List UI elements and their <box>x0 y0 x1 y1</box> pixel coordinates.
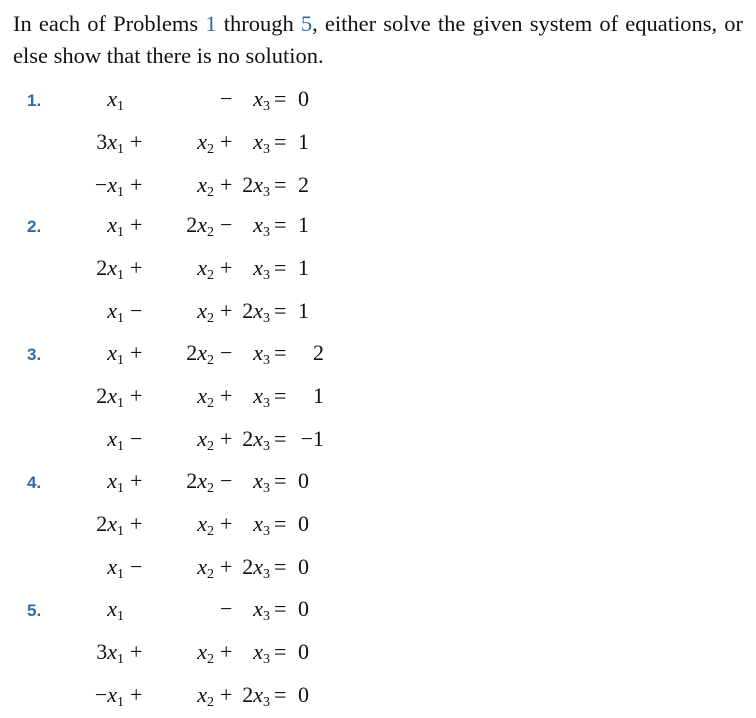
term-x3-var: x <box>253 298 263 323</box>
problem-ref-last[interactable]: 5 <box>300 11 313 36</box>
equation-row <box>0 383 756 413</box>
term-x1 <box>96 255 124 281</box>
term-x1 <box>107 340 124 366</box>
right-hand-side: 1 <box>298 129 309 154</box>
term-x3 <box>242 554 270 580</box>
equation-row <box>0 511 756 541</box>
term-x1-var: x <box>107 511 117 536</box>
equals-sign: = <box>274 86 287 111</box>
term-x3-coef: 2 <box>242 682 254 707</box>
term-x2 <box>186 340 214 366</box>
term-x1-subscript: 1 <box>117 439 124 454</box>
term-x2 <box>186 468 214 494</box>
equals-sign: = <box>274 682 287 707</box>
operator: + <box>130 129 143 154</box>
term-x1-subscript: 1 <box>117 142 124 157</box>
operator: + <box>130 682 143 707</box>
term-x1-subscript: 1 <box>117 609 124 624</box>
term-x1-subscript: 1 <box>117 567 124 582</box>
term-x3-coef: 2 <box>242 554 254 579</box>
operator: + <box>220 511 233 536</box>
term-x1-var: x <box>107 86 117 111</box>
operator: − <box>220 596 233 621</box>
term-x1-var: x <box>107 255 117 280</box>
term-x2-coef: 2 <box>186 468 198 493</box>
term-x3-var: x <box>253 129 263 154</box>
term-x2 <box>197 129 214 155</box>
equation-row <box>0 86 756 116</box>
term-x1-var: x <box>107 212 117 237</box>
term-x3-subscript: 3 <box>263 353 270 368</box>
term-x2-var: x <box>197 298 207 323</box>
term-x3 <box>253 596 270 622</box>
term-x3 <box>253 639 270 665</box>
term-x3 <box>242 172 270 198</box>
term-x3 <box>242 298 270 324</box>
term-x1-coef: 3 <box>96 639 108 664</box>
term-x1 <box>95 172 124 198</box>
term-x2-coef: 2 <box>186 340 198 365</box>
problem-number: 3. <box>27 345 42 364</box>
right-hand-side: 1 <box>313 383 324 408</box>
term-x2-subscript: 2 <box>207 142 214 157</box>
operator: − <box>220 468 233 493</box>
term-x3-var: x <box>253 340 263 365</box>
term-x2 <box>197 639 214 665</box>
operator: + <box>130 383 143 408</box>
term-x3-subscript: 3 <box>263 311 270 326</box>
operator: + <box>220 129 233 154</box>
term-x3-subscript: 3 <box>263 609 270 624</box>
equation-row <box>0 682 756 712</box>
term-x3-subscript: 3 <box>263 142 270 157</box>
term-x3-var: x <box>253 639 263 664</box>
equation-row <box>0 129 756 159</box>
term-x2 <box>197 682 214 708</box>
equation-row <box>0 172 756 202</box>
term-x2-var: x <box>197 426 207 451</box>
problem-number: 2. <box>27 217 42 236</box>
term-x3-subscript: 3 <box>263 396 270 411</box>
operator: + <box>130 340 143 365</box>
term-x2-var: x <box>197 682 207 707</box>
operator: + <box>220 255 233 280</box>
term-x1 <box>107 298 124 324</box>
term-x1 <box>107 468 124 494</box>
equals-sign: = <box>274 639 287 664</box>
term-x2-subscript: 2 <box>207 396 214 411</box>
equation-row <box>0 468 756 498</box>
operator: + <box>130 172 143 197</box>
equals-sign: = <box>274 468 287 493</box>
term-x2 <box>197 426 214 452</box>
term-x1-coef: − <box>94 172 108 197</box>
term-x1 <box>96 383 124 409</box>
term-x2-var: x <box>197 340 207 365</box>
term-x3-var: x <box>253 511 263 536</box>
term-x3 <box>253 511 270 537</box>
equals-sign: = <box>274 212 287 237</box>
operator: + <box>220 383 233 408</box>
term-x2 <box>197 511 214 537</box>
term-x3-coef: 2 <box>242 172 254 197</box>
equation-row <box>0 340 756 370</box>
operator: − <box>220 212 233 237</box>
term-x1-subscript: 1 <box>117 268 124 283</box>
right-hand-side: 1 <box>298 298 309 323</box>
term-x2-var: x <box>197 639 207 664</box>
term-x1-var: x <box>107 596 117 621</box>
term-x1-subscript: 1 <box>117 396 124 411</box>
term-x3-subscript: 3 <box>263 225 270 240</box>
operator: − <box>220 340 233 365</box>
equals-sign: = <box>274 255 287 280</box>
term-x1-coef: 2 <box>96 255 108 280</box>
term-x2-subscript: 2 <box>207 353 214 368</box>
term-x3-subscript: 3 <box>263 524 270 539</box>
equals-sign: = <box>274 129 287 154</box>
term-x3 <box>253 468 270 494</box>
term-x1-coef: − <box>94 682 108 707</box>
term-x3-var: x <box>253 554 263 579</box>
term-x3-var: x <box>253 596 263 621</box>
intro-text-start: In each of Problems <box>13 11 206 36</box>
term-x3-subscript: 3 <box>263 268 270 283</box>
problem-number: 5. <box>27 601 42 620</box>
term-x3 <box>253 340 270 366</box>
term-x1-coef: 3 <box>96 129 108 154</box>
problem-instructions <box>13 8 743 72</box>
right-hand-side: 0 <box>298 86 309 111</box>
intro-text-end: , either solve the given system of equations, or else show that there is no solution. <box>13 11 744 68</box>
term-x3-subscript: 3 <box>263 99 270 114</box>
equals-sign: = <box>274 511 287 536</box>
term-x1 <box>107 212 124 238</box>
equation-row <box>0 212 756 242</box>
term-x3-subscript: 3 <box>263 695 270 710</box>
term-x1-var: x <box>107 340 117 365</box>
term-x3 <box>253 212 270 238</box>
operator: + <box>220 554 233 579</box>
term-x3-coef: 2 <box>242 426 254 451</box>
term-x2 <box>197 298 214 324</box>
term-x1-subscript: 1 <box>117 695 124 710</box>
equation-row <box>0 426 756 456</box>
term-x3 <box>253 86 270 112</box>
term-x1-var: x <box>107 129 117 154</box>
term-x3-var: x <box>253 255 263 280</box>
term-x2-subscript: 2 <box>207 695 214 710</box>
equals-sign: = <box>274 172 287 197</box>
term-x2-subscript: 2 <box>207 481 214 496</box>
term-x1 <box>107 86 124 112</box>
term-x2 <box>197 255 214 281</box>
term-x1-subscript: 1 <box>117 353 124 368</box>
term-x3 <box>242 682 270 708</box>
equation-row <box>0 298 756 328</box>
term-x2-subscript: 2 <box>207 652 214 667</box>
term-x3-var: x <box>253 383 263 408</box>
term-x1 <box>107 596 124 622</box>
term-x2-var: x <box>197 468 207 493</box>
right-hand-side: 1 <box>298 255 309 280</box>
term-x1 <box>96 511 124 537</box>
equation-row <box>0 255 756 285</box>
operator: + <box>130 511 143 536</box>
right-hand-side: −1 <box>300 426 324 451</box>
equals-sign: = <box>274 596 287 621</box>
term-x2-var: x <box>197 255 207 280</box>
operator: + <box>130 639 143 664</box>
term-x1 <box>107 426 124 452</box>
term-x1-subscript: 1 <box>117 311 124 326</box>
term-x2-var: x <box>197 212 207 237</box>
equals-sign: = <box>274 554 287 579</box>
operator: + <box>130 255 143 280</box>
term-x1-var: x <box>107 639 117 664</box>
term-x3 <box>253 255 270 281</box>
right-hand-side: 0 <box>298 554 309 579</box>
term-x1-subscript: 1 <box>117 652 124 667</box>
term-x3 <box>253 129 270 155</box>
term-x2-var: x <box>197 554 207 579</box>
equals-sign: = <box>274 340 287 365</box>
operator: − <box>130 426 143 451</box>
term-x2 <box>186 212 214 238</box>
right-hand-side: 0 <box>298 511 309 536</box>
term-x2-var: x <box>197 383 207 408</box>
equation-row <box>0 596 756 626</box>
term-x2-subscript: 2 <box>207 567 214 582</box>
term-x1-subscript: 1 <box>117 225 124 240</box>
term-x1-subscript: 1 <box>117 524 124 539</box>
term-x3-var: x <box>253 86 263 111</box>
equals-sign: = <box>274 298 287 323</box>
term-x2-subscript: 2 <box>207 524 214 539</box>
right-hand-side: 1 <box>298 212 309 237</box>
term-x3 <box>242 426 270 452</box>
term-x3-subscript: 3 <box>263 439 270 454</box>
operator: + <box>220 426 233 451</box>
term-x1 <box>96 129 124 155</box>
operator: + <box>220 298 233 323</box>
right-hand-side: 0 <box>298 596 309 621</box>
term-x2-subscript: 2 <box>207 439 214 454</box>
term-x1 <box>107 554 124 580</box>
term-x1-var: x <box>107 383 117 408</box>
operator: + <box>220 682 233 707</box>
term-x2 <box>197 172 214 198</box>
term-x3-var: x <box>253 468 263 493</box>
equation-row <box>0 554 756 584</box>
operator: + <box>130 468 143 493</box>
right-hand-side: 0 <box>298 639 309 664</box>
problem-ref-first[interactable]: 1 <box>205 11 217 36</box>
intro-text-mid: through <box>216 11 301 36</box>
term-x1-var: x <box>107 426 117 451</box>
equation-row <box>0 639 756 669</box>
term-x3-var: x <box>253 682 263 707</box>
term-x1-var: x <box>107 682 117 707</box>
operator: − <box>220 86 233 111</box>
term-x3-var: x <box>253 172 263 197</box>
term-x3 <box>253 383 270 409</box>
term-x2-subscript: 2 <box>207 185 214 200</box>
term-x1-coef: 2 <box>96 511 108 536</box>
term-x2-var: x <box>197 129 207 154</box>
term-x2-subscript: 2 <box>207 311 214 326</box>
right-hand-side: 0 <box>298 682 309 707</box>
term-x1-var: x <box>107 468 117 493</box>
term-x1-var: x <box>107 554 117 579</box>
term-x1-coef: 2 <box>96 383 108 408</box>
operator: − <box>130 298 143 323</box>
right-hand-side: 0 <box>298 468 309 493</box>
operator: + <box>220 172 233 197</box>
operator: + <box>220 639 233 664</box>
term-x3-subscript: 3 <box>263 652 270 667</box>
term-x1 <box>96 639 124 665</box>
term-x3-subscript: 3 <box>263 567 270 582</box>
problem-number: 4. <box>27 473 42 492</box>
term-x3-subscript: 3 <box>263 185 270 200</box>
term-x1-subscript: 1 <box>117 99 124 114</box>
operator: − <box>130 554 143 579</box>
term-x3-var: x <box>253 212 263 237</box>
term-x2 <box>197 383 214 409</box>
term-x2-coef: 2 <box>186 212 198 237</box>
right-hand-side: 2 <box>313 340 324 365</box>
term-x2-var: x <box>197 172 207 197</box>
term-x1 <box>95 682 124 708</box>
term-x3-subscript: 3 <box>263 481 270 496</box>
term-x2-subscript: 2 <box>207 268 214 283</box>
right-hand-side: 2 <box>298 172 309 197</box>
term-x1-subscript: 1 <box>117 185 124 200</box>
term-x3-var: x <box>253 426 263 451</box>
equals-sign: = <box>274 426 287 451</box>
term-x2-var: x <box>197 511 207 536</box>
term-x3-coef: 2 <box>242 298 254 323</box>
term-x1-var: x <box>107 172 117 197</box>
term-x1-subscript: 1 <box>117 481 124 496</box>
operator: + <box>130 212 143 237</box>
equals-sign: = <box>274 383 287 408</box>
problem-number: 1. <box>27 91 42 110</box>
term-x1-var: x <box>107 298 117 323</box>
term-x2 <box>197 554 214 580</box>
term-x2-subscript: 2 <box>207 225 214 240</box>
